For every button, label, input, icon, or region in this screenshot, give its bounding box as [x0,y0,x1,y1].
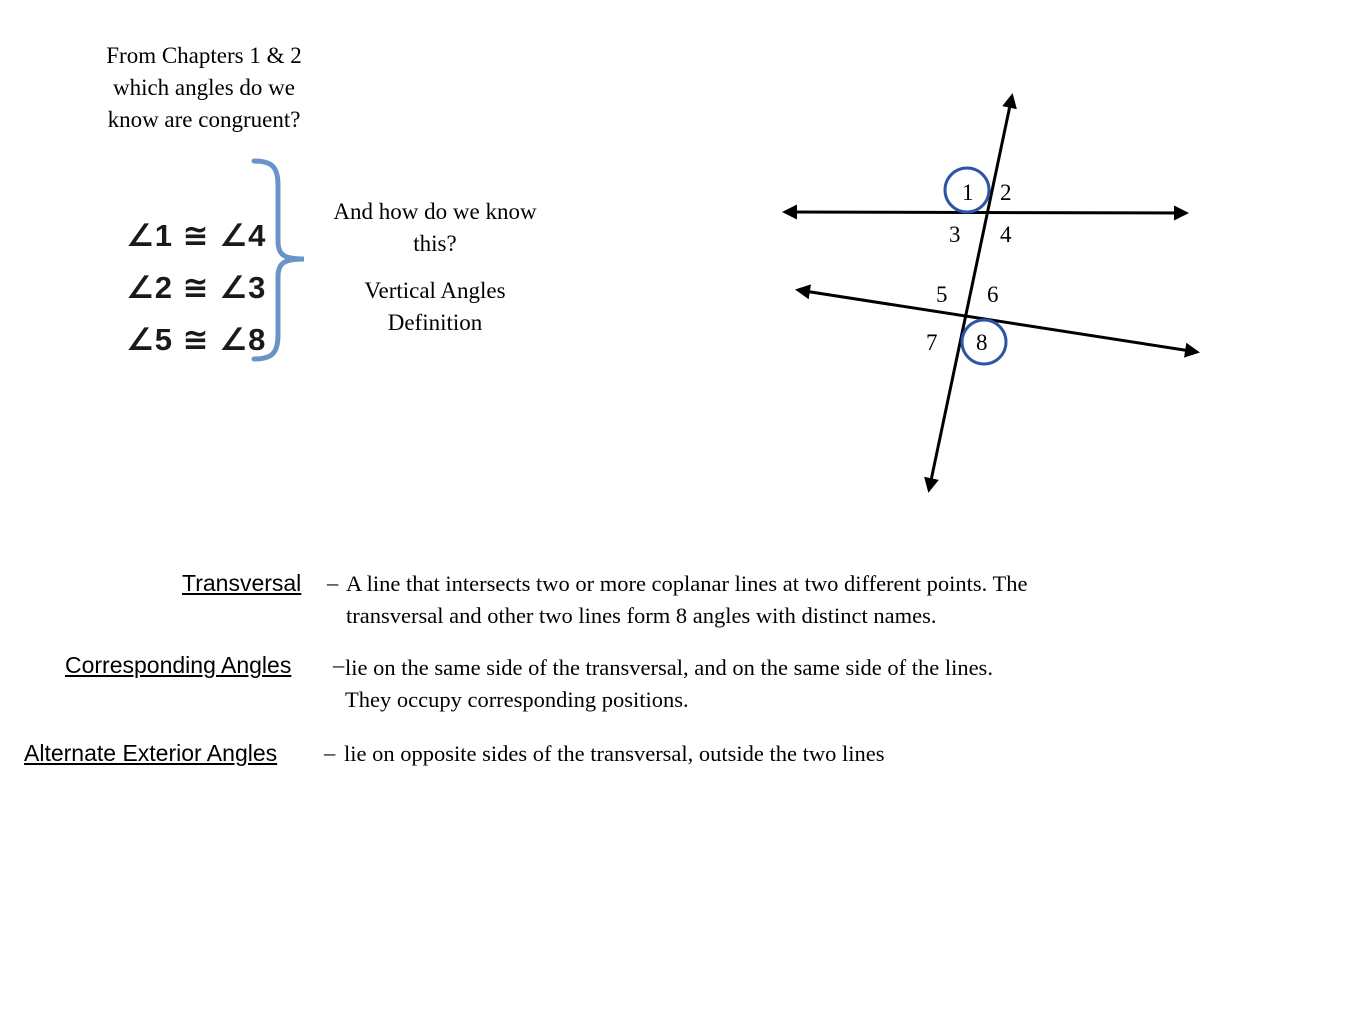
transversal-definition [346,568,1028,632]
angle-name: ∠8 [219,322,267,357]
angle-label-8: 8 [976,330,988,355]
angle-name: ∠1 [126,218,174,253]
definition-line: A line that intersects two or more coplanar lines at two different points. The [346,571,1028,596]
angle-label-5: 5 [936,282,948,307]
upper-parallel-line [785,212,1186,213]
how-question-line: And how do we know [333,199,537,224]
alternate-exterior-angles-definition [344,738,885,770]
alternate-exterior-angles-dash: – [324,740,336,765]
transversal-term: Transversal [182,570,302,596]
reason-line: Vertical Angles [364,278,506,303]
angle-label-3: 3 [949,222,961,247]
angle-name: ∠3 [219,270,267,305]
angle-name: ∠5 [126,322,174,357]
definition-line: transversal and other two lines form 8 angles with distinct names. [346,603,937,628]
angle-label-2: 2 [1000,180,1012,205]
definition-line: lie on opposite sides of the transversal, outside the two lines [344,741,885,766]
angle-name: ∠2 [126,270,174,305]
question-line: From Chapters 1 & 2 [106,43,302,68]
angle-name: ∠4 [219,218,267,253]
angle-label-6: 6 [987,282,999,307]
congruent-symbol: ≅ [182,218,210,253]
alternate-exterior-angles-term: Alternate Exterior Angles [24,740,278,766]
definition-line: They occupy corresponding positions. [345,687,689,712]
congruent-symbol: ≅ [182,270,210,305]
reason-line: Definition [387,310,483,335]
transversal-dash: – [327,570,339,595]
angle-label-1: 1 [962,180,974,205]
definition-line: lie on the same side of the transversal, and on the same side of the lines. [345,655,993,680]
question-line: know are congruent? [107,107,301,132]
corresponding-angles-dash: – [333,652,345,677]
angle-label-4: 4 [1000,222,1012,247]
question-line: which angles do we [112,75,296,100]
how-question-line: this? [413,231,457,256]
corresponding-angles-definition [345,652,993,716]
corresponding-angles-term: Corresponding Angles [65,652,292,678]
angle-label-7: 7 [926,330,938,355]
congruent-symbol: ≅ [182,322,210,357]
